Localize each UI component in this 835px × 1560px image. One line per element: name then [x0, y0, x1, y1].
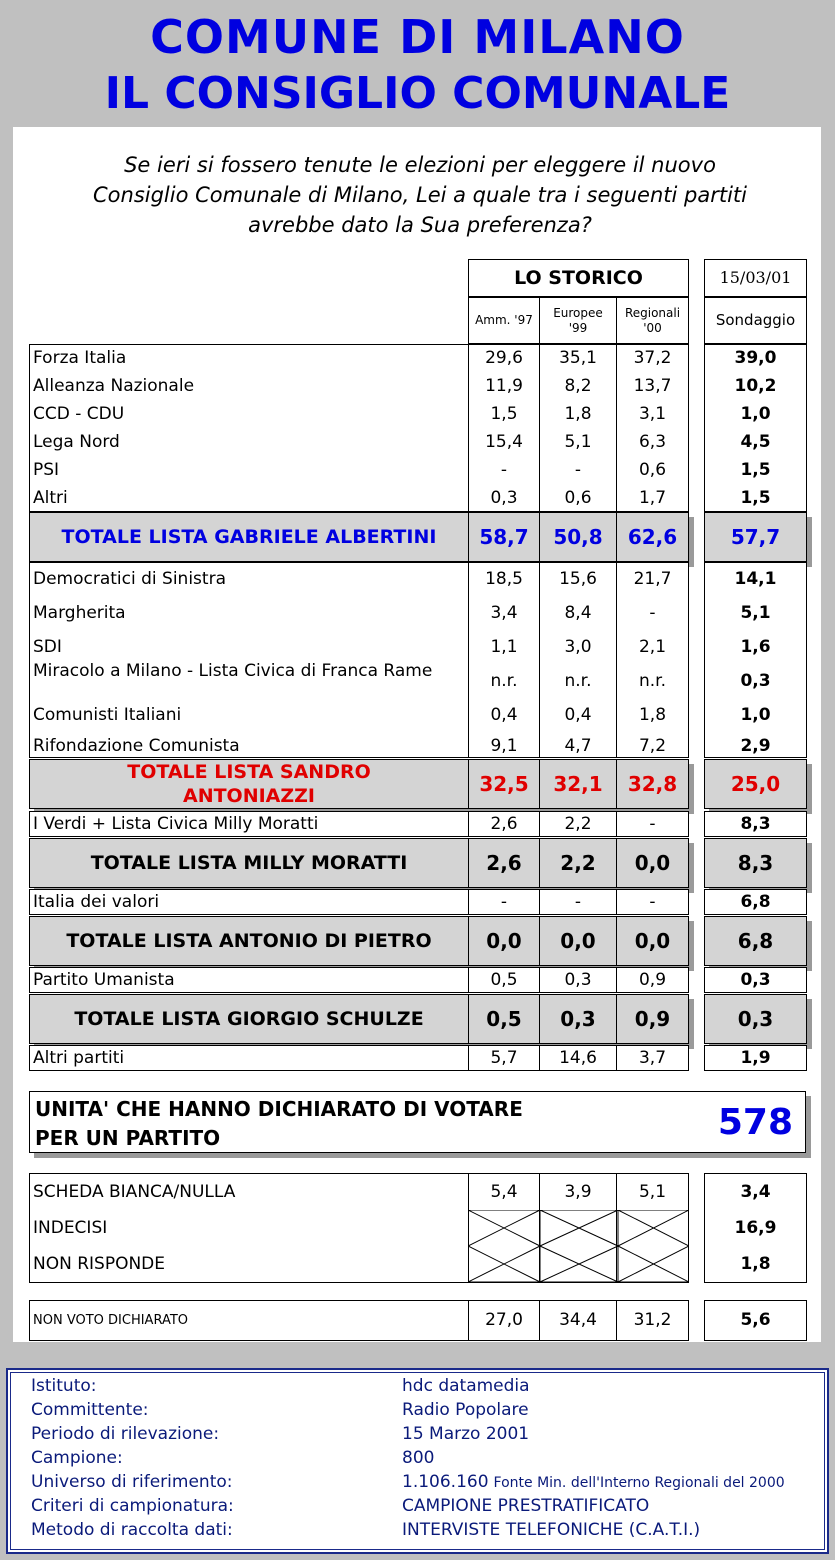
methodology-value	[402, 1400, 529, 1420]
row-label: Italia dei valori	[33, 892, 160, 912]
row-label: CCD - CDU	[33, 404, 125, 424]
survey-value: 1,0	[740, 705, 771, 725]
methodology-value-text: 1.106.160	[402, 1472, 489, 1492]
historic-value: 5,4	[490, 1182, 518, 1202]
survey-value: 4,5	[740, 432, 771, 452]
historic-value: 14,6	[559, 1048, 597, 1068]
survey-date: 15/03/01	[704, 259, 807, 297]
historic-value: -	[649, 603, 656, 623]
unita-label-line: UNITA' CHE HANNO DICHIARATO DI VOTARE	[35, 1097, 523, 1121]
col-header-label: Regionali	[624, 305, 681, 320]
row-label: Rifondazione Comunista	[33, 736, 240, 756]
historic-value: 1,1	[490, 637, 518, 657]
historic-value: 1,8	[564, 404, 592, 424]
historic-value: 0,9	[638, 970, 667, 990]
total-label-line: ANTONIAZZI	[182, 785, 316, 807]
total-historic-value: 32,8	[627, 772, 678, 796]
survey-value: 0,3	[740, 671, 771, 691]
question-line: Consiglio Comunale di Milano, Lei a quale tra i seguenti partiti	[93, 183, 747, 207]
row-label: SDI	[33, 637, 62, 657]
methodology-value-text: CAMPIONE PRESTRATIFICATO	[402, 1496, 650, 1516]
historic-value: 5,1	[638, 1182, 667, 1202]
methodology-value	[402, 1376, 530, 1396]
total-historic-value: 0,0	[486, 929, 522, 953]
historic-value: 5,7	[490, 1048, 518, 1068]
historic-value: 8,2	[564, 376, 592, 396]
historic-value: 1,7	[638, 488, 667, 508]
row-label: Altri partiti	[33, 1048, 125, 1068]
not-applicable-cross-grid	[468, 1210, 689, 1282]
col-header-sondaggio: Sondaggio	[704, 297, 807, 344]
historic-value: 3,9	[564, 1182, 592, 1202]
historic-value: n.r.	[490, 671, 518, 691]
row-label: Forza Italia	[33, 348, 127, 368]
methodology-value-text: hdc datamedia	[402, 1376, 530, 1396]
historic-value: -	[574, 892, 582, 912]
total-survey-value: 25,0	[730, 772, 781, 796]
historic-value: 3,0	[564, 637, 592, 657]
methodology-value	[402, 1472, 827, 1492]
historic-value: 3,4	[490, 603, 518, 623]
survey-value: 5,1	[740, 603, 771, 623]
cross-cell	[540, 1210, 618, 1282]
col-header-label: '99	[568, 320, 588, 335]
total-historic-value: 0,0	[560, 929, 596, 953]
question-line: Se ieri si fossero tenute le elezioni per eleggere il nuovo	[124, 153, 716, 177]
historic-value: -	[649, 892, 656, 912]
row-label: NON RISPONDE	[33, 1254, 166, 1274]
unita-box	[29, 1091, 806, 1153]
historic-value: 2,1	[638, 637, 667, 657]
historic-value: 0,5	[490, 970, 518, 990]
row-label: Miracolo a Milano - Lista Civica di Franca Rame	[33, 661, 433, 681]
survey-value: 1,5	[740, 488, 771, 508]
row-label: Comunisti Italiani	[33, 705, 182, 725]
total-historic-value: 0,5	[486, 1007, 522, 1031]
methodology-key: Metodo di raccolta dati:	[31, 1520, 233, 1540]
col-header-europee99	[539, 297, 617, 344]
row-label: Lega Nord	[33, 432, 120, 452]
total-historic-value: 0,0	[634, 929, 671, 953]
methodology-key: Istituto:	[31, 1376, 97, 1396]
storico-header: LO STORICO	[468, 259, 689, 297]
page-subtitle: IL CONSIGLIO COMUNALE	[104, 68, 731, 119]
unita-label-line: PER UN PARTITO	[35, 1126, 221, 1150]
cross-cell	[618, 1210, 689, 1282]
row-label: PSI	[33, 460, 60, 480]
total-label	[30, 759, 468, 809]
methodology-value-text: 800	[402, 1448, 435, 1468]
survey-question	[30, 150, 810, 240]
survey-value: 10,2	[734, 376, 777, 396]
methodology-value-text: 15 Marzo 2001	[402, 1424, 530, 1444]
historic-value: 0,6	[638, 460, 667, 480]
historic-value: 2,2	[564, 814, 592, 834]
row-label: Margherita	[33, 603, 126, 623]
survey-value: 1,9	[740, 1048, 771, 1068]
historic-value: 0,3	[564, 970, 592, 990]
historic-value: 1,5	[490, 404, 518, 424]
total-historic-value: 0,0	[634, 851, 671, 875]
col-header-regionali00	[616, 297, 689, 344]
methodology-value	[402, 1424, 529, 1444]
total-historic-value: 0,3	[560, 1007, 596, 1031]
survey-value: 1,6	[740, 637, 771, 657]
historic-value: 15,6	[559, 569, 597, 589]
historic-value: 0,3	[490, 488, 518, 508]
row-label: Altri	[33, 488, 68, 508]
survey-value: 0,3	[740, 970, 771, 990]
unita-value: 578	[717, 1102, 793, 1143]
total-historic-value: 2,6	[486, 851, 522, 875]
total-survey-value: 0,3	[737, 1007, 774, 1031]
row-label: INDECISI	[33, 1218, 108, 1238]
methodology-value-text: Radio Popolare	[402, 1400, 529, 1420]
survey-value: 1,5	[740, 460, 771, 480]
total-historic-value: 32,5	[479, 772, 529, 796]
historic-value: -	[500, 892, 508, 912]
historic-value: 29,6	[485, 348, 523, 368]
historic-value: 0,4	[490, 705, 518, 725]
historic-value: 27,0	[485, 1310, 523, 1330]
historic-value: 2,6	[490, 814, 518, 834]
row-label: I Verdi + Lista Civica Milly Moratti	[33, 814, 319, 834]
survey-value: 39,0	[734, 348, 777, 368]
methodology-value-text: INTERVISTE TELEFONICHE (C.A.T.I.)	[402, 1520, 701, 1540]
total-historic-value: 50,8	[553, 525, 603, 549]
total-survey-value: 8,3	[737, 851, 774, 875]
historic-value: 15,4	[485, 432, 523, 452]
page-title: COMUNE DI MILANO	[150, 10, 685, 64]
historic-value: 31,2	[633, 1310, 672, 1330]
historic-value: 34,4	[559, 1310, 597, 1330]
total-label: TOTALE LISTA MILLY MORATTI	[90, 852, 408, 874]
survey-value: 14,1	[734, 569, 777, 589]
historic-value: 1,8	[638, 705, 667, 725]
historic-value: 35,1	[559, 348, 597, 368]
historic-value: 6,3	[638, 432, 667, 452]
historic-value: n.r.	[564, 671, 592, 691]
row-label: Democratici di Sinistra	[33, 569, 226, 589]
col-header-label: '00	[643, 320, 662, 335]
methodology-value	[402, 1520, 700, 1540]
total-historic-value: 58,7	[479, 525, 529, 549]
historic-value: 13,7	[633, 376, 672, 396]
historic-value: 11,9	[485, 376, 523, 396]
historic-value: 21,7	[633, 569, 672, 589]
col-header-label: Europee	[553, 305, 603, 320]
total-historic-value: 62,6	[627, 525, 678, 549]
total-label-line: TOTALE LISTA SANDRO	[127, 761, 371, 783]
total-survey-value: 57,7	[730, 525, 781, 549]
total-historic-value: 2,2	[560, 851, 596, 875]
survey-value: 6,8	[740, 892, 771, 912]
methodology-key: Criteri di campionatura:	[31, 1496, 234, 1516]
row-label: NON VOTO DICHIARATO	[33, 1313, 189, 1328]
historic-value: 3,1	[638, 404, 667, 424]
historic-value: n.r.	[638, 671, 666, 691]
historic-value: -	[649, 814, 656, 834]
methodology-key: Campione:	[31, 1448, 123, 1468]
survey-value: 3,4	[740, 1182, 771, 1202]
col-header-label: Amm. '97	[475, 313, 533, 327]
question-line: avrebbe dato la Sua preferenza?	[248, 213, 592, 237]
unita-label	[35, 1095, 523, 1153]
historic-value: 0,4	[564, 705, 592, 725]
historic-value: 18,5	[485, 569, 523, 589]
total-historic-value: 0,9	[634, 1007, 671, 1031]
methodology-key: Universo di riferimento:	[31, 1472, 233, 1492]
historic-value: 4,7	[564, 736, 592, 756]
row-label: Alleanza Nazionale	[33, 376, 195, 396]
survey-value: 5,6	[740, 1310, 771, 1330]
historic-value: -	[500, 460, 508, 480]
historic-value: -	[574, 460, 582, 480]
methodology-value	[402, 1496, 649, 1516]
methodology-source-note: Fonte Min. dell'Interno Regionali del 2000	[493, 1475, 785, 1491]
methodology-key: Periodo di rilevazione:	[31, 1424, 220, 1444]
survey-value: 16,9	[734, 1218, 777, 1238]
survey-value: 2,9	[740, 736, 771, 756]
methodology-value	[402, 1448, 434, 1468]
historic-value: 8,4	[564, 603, 592, 623]
historic-value: 9,1	[490, 736, 518, 756]
row-label: Partito Umanista	[33, 970, 175, 990]
total-survey-value: 6,8	[737, 929, 774, 953]
row-label: SCHEDA BIANCA/NULLA	[33, 1182, 236, 1202]
historic-value: 7,2	[638, 736, 667, 756]
total-label: TOTALE LISTA ANTONIO DI PIETRO	[66, 930, 432, 952]
total-label: TOTALE LISTA GABRIELE ALBERTINI	[61, 526, 437, 548]
total-label: TOTALE LISTA GIORGIO SCHULZE	[74, 1008, 424, 1030]
survey-value: 8,3	[740, 814, 771, 834]
methodology-key: Committente:	[31, 1400, 149, 1420]
survey-value: 1,8	[740, 1254, 771, 1274]
historic-value: 5,1	[564, 432, 592, 452]
historic-value: 0,6	[564, 488, 592, 508]
historic-value: 37,2	[633, 348, 672, 368]
cross-cell	[468, 1210, 540, 1282]
survey-value: 1,0	[740, 404, 771, 424]
historic-value: 3,7	[638, 1048, 667, 1068]
col-header-amm97	[468, 297, 540, 344]
total-historic-value: 32,1	[553, 772, 603, 796]
